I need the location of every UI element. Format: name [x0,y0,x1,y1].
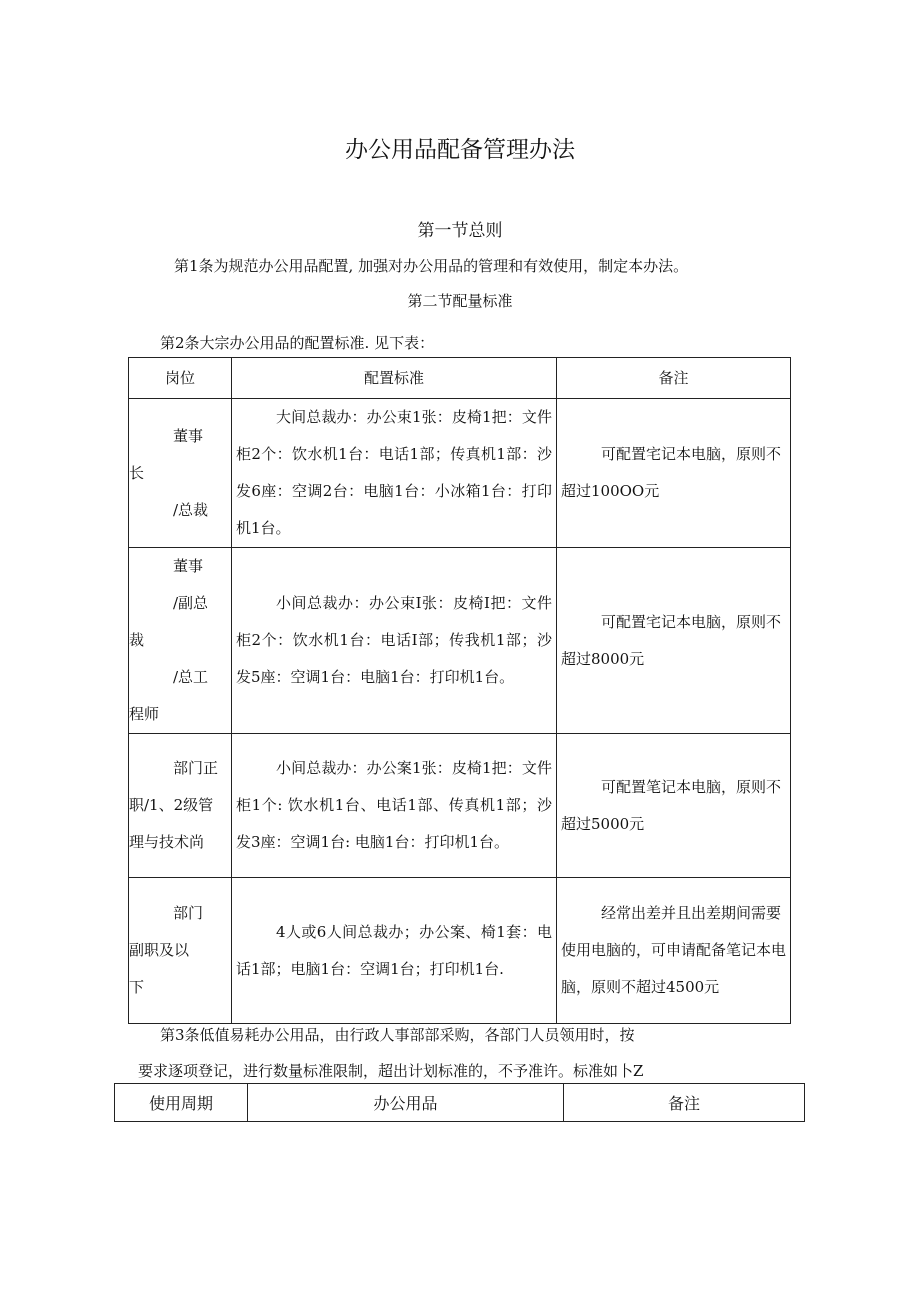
header-post: 岗位 [129,358,232,399]
config-cell: 大间总裁办：办公束1张：皮椅1把：文件柜2个：饮水机1台：电话1部；传真机1部：沙发6座：空调2台：电脑1台：小冰箱1台：打印机1台。 [232,399,557,548]
table-row [129,734,791,878]
allocation-standard-table [128,357,791,1024]
article-3-line2: 要求逐项登记，进行数量标准限制，超出计划标准的，不予准许。标准如卜Z [138,1062,644,1080]
table-row [129,548,791,734]
article-3-line1: 第3条低值易耗办公用品，由行政人事部部采购，各部门人员领用时，按 [160,1026,635,1044]
section2-heading: 第二节配量标准 [407,292,513,310]
table-header-row [129,358,791,399]
post-cell: 董事 /副总 裁 /总工 程师 [129,548,232,734]
section1-heading: 第一节总则 [417,221,503,241]
table-row [129,878,791,1024]
config-cell: 小间总裁办：办公束I张：皮椅I把：文件柜2个：饮水机1台：电话I部；传我机1部；沙发5座：空调1台：电脑1台：打印机1台。 [232,548,557,734]
header-config: 配置标准 [232,358,557,399]
header-note: 备注 [564,1084,805,1122]
header-period: 使用周期 [115,1084,248,1122]
header-note: 备注 [557,358,791,399]
table-row [129,399,791,548]
note-cell: 可配置宅记本电脑，原则不超过8000元 [557,548,791,734]
consumables-table [114,1083,805,1122]
note-cell: 可配置宅记本电脑，原则不超过100OO元 [557,399,791,548]
article-2: 第2条大宗办公用品的配置标准. 见下表： [160,334,435,352]
document-title: 办公用品配备管理办法 [345,137,575,163]
config-cell: 4人或6人间总裁办；办公案、椅1套：电话1部；电脑1台：空调1台；打印机1台. [232,878,557,1024]
post-cell: 部门 副职及以 下 [129,878,232,1024]
article-1: 第1条为规范办公用品配置, 加强对办公用品的管理和有效使用，制定本办法。 [174,257,689,275]
post-cell: 董事 长 /总裁 [129,399,232,548]
table-header-row [115,1084,805,1122]
note-cell: 可配置笔记本电脑，原则不超过5000元 [557,734,791,878]
config-cell: 小间总裁办：办公案1张：皮椅1把：文件柜1个: 饮水机1台、电话1部、传真机1部；沙发3座：空调1台: 电脑1台：打印机1台。 [232,734,557,878]
header-supplies: 办公用品 [248,1084,564,1122]
note-cell: 经常出差并且出差期间需要使用电脑的，可申请配备笔记本电脑，原则不超过4500元 [557,878,791,1024]
post-cell: 部门正 职/1、2级管 理与技术尚 [129,734,232,878]
